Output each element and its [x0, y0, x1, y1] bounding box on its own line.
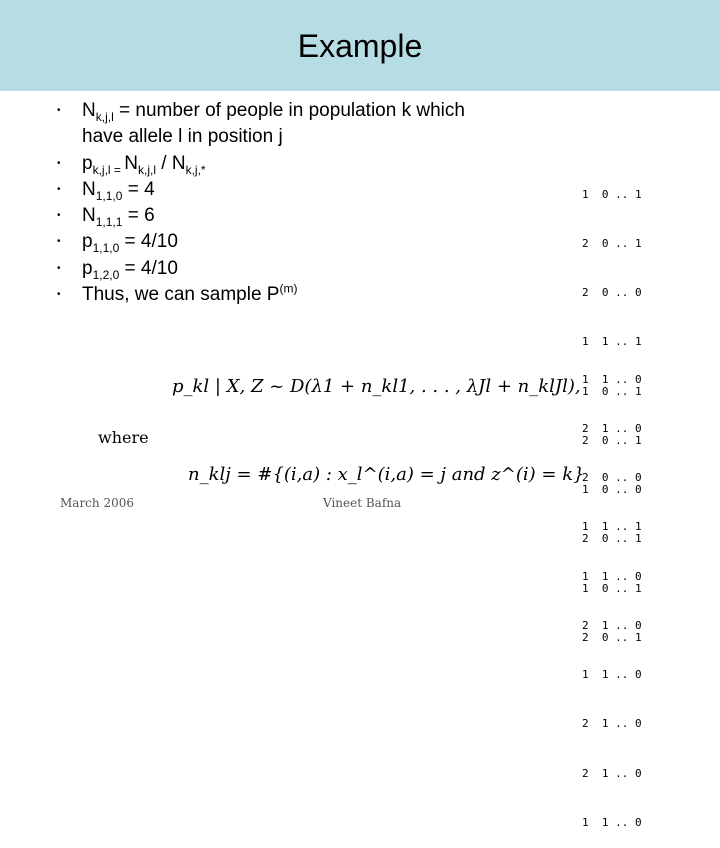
matrix-row: 1 1 .. 1 [582, 335, 642, 349]
genotype-matrix-bottom [582, 339, 642, 848]
matrix-row: 1 1 .. 0 [582, 372, 642, 386]
matrix-row: 1 1 .. 0 [582, 815, 642, 829]
bullet-list [52, 98, 482, 308]
where-label: where [98, 428, 149, 447]
bullet-item: • $p_{k,j,l =}$ $N_{k,j,l} / N_{k,j,*}$ [57, 152, 206, 177]
matrix-row: 2 0 .. 1 [582, 630, 642, 644]
bullet-icon: • [57, 210, 61, 222]
matrix-row: 1 0 .. 1 [582, 384, 642, 398]
bullet-item: • $p_{1,2,0} = 4/10$ [57, 257, 178, 282]
matrix-row: 1 1 .. 1 [582, 520, 642, 534]
footer-author: Vineet Bafna [323, 496, 402, 510]
footer-date: March 2006 [60, 496, 134, 510]
matrix-row: 1 0 .. 1 [582, 581, 642, 595]
matrix-row: 2 0 .. 1 [582, 237, 642, 251]
matrix-row: 1 0 .. 1 [582, 187, 642, 201]
bullet-item: • Thus, we can sample $P^{(m)}$ [52, 282, 482, 308]
bullet-item: • $p_{1,1,0} = 4/10$ [57, 231, 178, 256]
matrix-row: 2 0 .. 1 [582, 433, 642, 447]
bullet-item: • $N_{1,1,1} = 6$ [57, 205, 155, 229]
bullet-item: • $N_{k,j,l}$ = number of people in population k which have allele l in position j [57, 100, 465, 148]
matrix-row: 1 1 .. 0 [582, 569, 642, 583]
matrix-row: 2 1 .. 0 [582, 766, 642, 780]
matrix-row: 2 1 .. 0 [582, 717, 642, 731]
bullet-icon: • [57, 105, 61, 116]
bullet-icon: • [57, 183, 61, 195]
bullet-icon: • [57, 236, 61, 248]
matrix-row: 1 1 .. 0 [582, 668, 642, 682]
slide-title: Example [297, 28, 423, 64]
matrix-row: 2 1 .. 0 [582, 618, 642, 632]
matrix-row: 2 0 .. 0 [582, 471, 642, 485]
bullet-icon: • [57, 262, 61, 274]
bullet-item: • $N_{1,1,0} = 4$ [57, 178, 155, 203]
matrix-row: 1 0 .. 0 [582, 483, 642, 497]
count-formula: n_klj = #{(i,a) : x_l^(i,a) = j and z^(i) = k} [188, 464, 585, 485]
matrix-row: 2 0 .. 0 [582, 286, 642, 300]
bullet-icon: • [57, 157, 61, 169]
matrix-row: 2 1 .. 0 [582, 422, 642, 436]
posterior-formula: p_kl | X, Z ~ D(λ1 + n_kl1, . . . , λJl + n_klJl), [172, 376, 581, 397]
bullet-icon: • [57, 289, 61, 301]
matrix-row: 2 0 .. 1 [582, 532, 642, 546]
